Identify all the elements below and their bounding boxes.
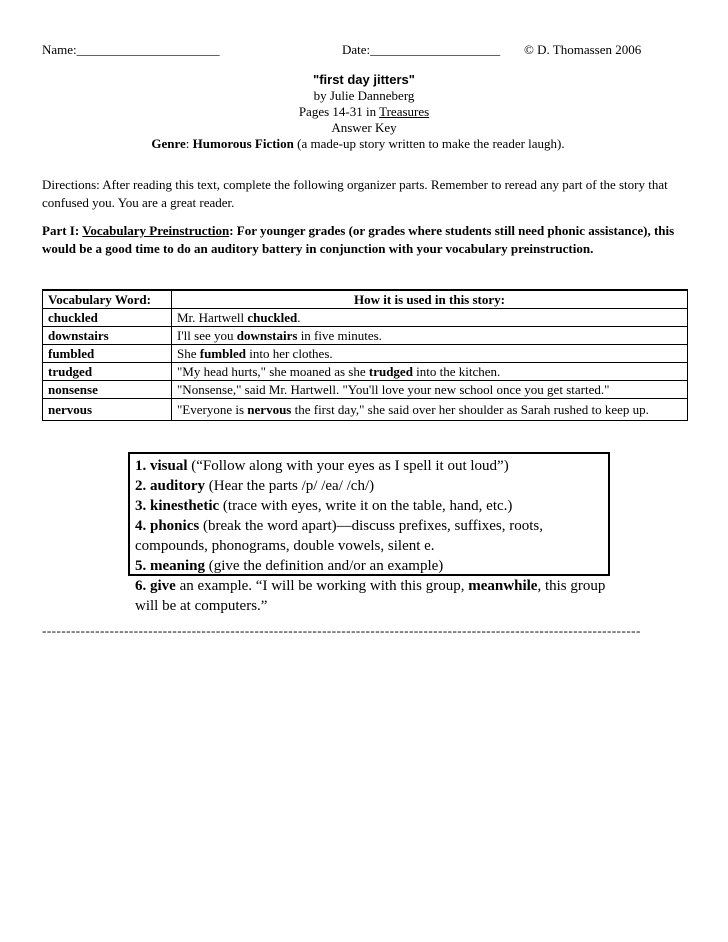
table-row	[43, 309, 688, 327]
table-row	[43, 327, 688, 345]
part1-label: Part I:	[42, 223, 83, 238]
title-block	[0, 72, 728, 152]
answer-key-label: Answer Key	[331, 120, 397, 135]
vocab-usage: "Nonsense," said Mr. Hartwell. "You'll love your new school once you get started."	[172, 381, 688, 399]
vocab-word: fumbled	[43, 345, 172, 363]
genre-label: Genre	[151, 136, 186, 151]
part1-text: : For younger grades (or grades where students still need phonic assistance), this would be a good time to do an auditory battery in conjunction with your vocabulary preinstruction.	[42, 223, 675, 256]
genre-description: (a made-up story written to make the reader laugh).	[293, 136, 565, 151]
step-item: 6. give an example. “I will be working with this group, meanwhile, this group will be at computers.”	[135, 578, 606, 614]
part1-heading: Vocabulary Preinstruction	[82, 223, 230, 238]
vocab-usage: She fumbled into her clothes.	[172, 345, 688, 363]
auditory-battery-box	[128, 452, 610, 614]
vocab-usage: Mr. Hartwell chuckled.	[172, 309, 688, 327]
pages-line	[0, 104, 728, 120]
story-title: "first day jitters"	[313, 72, 415, 87]
step-item: 1. visual (“Follow along with your eyes as I spell it out loud”)	[135, 458, 509, 474]
book-title: Treasures	[379, 104, 430, 119]
table-header-row	[43, 290, 688, 309]
step-item: 4. phonics (break the word apart)—discuss prefixes, suffixes, roots, compounds, phonograms, double vowels, silent e.	[135, 518, 544, 554]
name-field[interactable]: Name:______________________	[42, 42, 220, 57]
vocab-usage: "Everyone is nervous the first day," she said over her shoulder as Sarah rushed to keep up.	[172, 399, 688, 421]
dashed-divider: ----------------------------------------------------------------------------------------------------------------------------	[42, 623, 641, 637]
column-header-usage: How it is used in this story:	[172, 290, 688, 309]
vocab-word: nonsense	[43, 381, 172, 399]
directions-paragraph: Directions: After reading this text, complete the following organizer parts. Remember to reread any part of the story that confused you. You are a great reader.	[42, 177, 668, 210]
column-header-word: Vocabulary Word:	[43, 290, 172, 309]
vocab-usage: I'll see you downstairs in five minutes.	[172, 327, 688, 345]
vocab-word: chuckled	[43, 309, 172, 327]
header-line	[42, 42, 688, 60]
pages-prefix: Pages 14-31 in	[298, 104, 380, 119]
step-item: 3. kinesthetic (trace with eyes, write it on the table, hand, etc.)	[135, 498, 513, 514]
vocab-word: trudged	[43, 363, 172, 381]
vocab-usage: "My head hurts," she moaned as she trudged into the kitchen.	[172, 363, 688, 381]
vocab-word: downstairs	[43, 327, 172, 345]
table-row	[43, 399, 688, 421]
genre-sep: :	[185, 136, 193, 151]
vocab-word: nervous	[43, 399, 172, 421]
step-item: 2. auditory (Hear the parts /p/ /ea/ /ch/)	[135, 478, 375, 494]
vocabulary-table	[42, 289, 688, 421]
step-item: 5. meaning (give the definition and/or an example)	[135, 558, 444, 574]
author-line: by Julie Danneberg	[313, 88, 415, 103]
part1-paragraph	[42, 222, 688, 257]
table-row	[43, 381, 688, 399]
date-field[interactable]: Date:____________________	[342, 42, 501, 57]
genre-line	[0, 136, 722, 152]
table-row	[43, 345, 688, 363]
table-row	[43, 363, 688, 381]
genre-value: Humorous Fiction	[192, 136, 294, 151]
copyright-text: © D. Thomassen 2006	[524, 42, 642, 57]
